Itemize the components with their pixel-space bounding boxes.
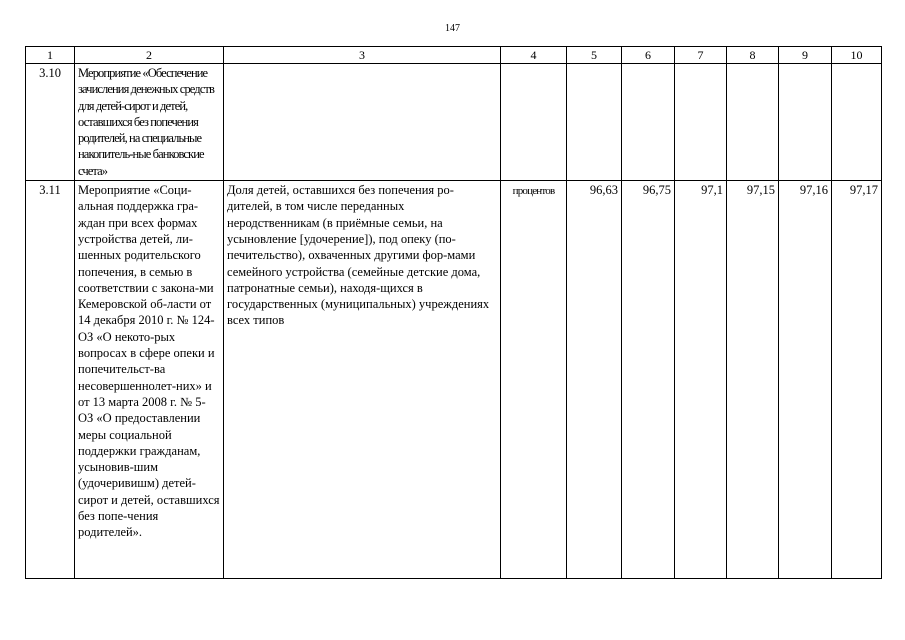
column-header: 7 — [675, 47, 727, 64]
column-header: 1 — [26, 47, 75, 64]
event-cell: Мероприятие «Обеспечение зачисления денежных средств для детей-сирот и детей, оставшихся без попечения родителей, на специальные накопитель-ные банковские счета» — [75, 64, 224, 181]
value-cell: 97,15 — [727, 181, 779, 579]
value-cell: 96,75 — [622, 181, 675, 579]
value-cell: 97,16 — [779, 181, 832, 579]
measures-table — [25, 46, 882, 579]
column-header: 6 — [622, 47, 675, 64]
unit-cell — [501, 181, 567, 579]
column-header: 9 — [779, 47, 832, 64]
header-row — [26, 47, 882, 64]
value-cell — [779, 64, 832, 181]
unit-text: процентов — [512, 185, 555, 198]
value-cell — [675, 64, 727, 181]
value-cell — [727, 64, 779, 181]
value-cell: 97,17 — [832, 181, 882, 579]
value-cell — [832, 64, 882, 181]
indicator-cell — [224, 64, 501, 181]
event-cell: Мероприятие «Соци-альная поддержка гра-ждан при всех формах устройства детей, ли-шенных родительского попечения, в семью в соответствии с закона-ми Кемеровской об-ласти от 14 декабря 2010 г. № 124-ОЗ «О некото-рых вопросах в сфере опеки и попечительст-ва несовершеннолет-них» и от 13 марта 2008 г. № 5-ОЗ «О предоставлении меры социальной поддержки гражданам, усыновив-шим (удочеривишм) детей-сирот и детей, оставшихся без попе-чения родителей». — [75, 181, 224, 579]
column-header: 3 — [224, 47, 501, 64]
column-header: 10 — [832, 47, 882, 64]
table-row — [26, 181, 882, 579]
value-cell — [567, 64, 622, 181]
table-row — [26, 64, 882, 181]
row-number: 3.10 — [26, 64, 75, 181]
column-header: 5 — [567, 47, 622, 64]
indicator-cell: Доля детей, оставшихся без попечения ро-дителей, в том числе переданных неродственникам (в приёмные семьи, на усыновление [удочерение]), под опеку (по-печительство), охваченных другими фор-мами семейного устройства (семейные детские дома, патронатные семьи), находя-щихся в государственных (муниципальных) учреждениях всех типов — [224, 181, 501, 579]
column-header: 2 — [75, 47, 224, 64]
column-header: 4 — [501, 47, 567, 64]
value-cell: 97,1 — [675, 181, 727, 579]
unit-cell — [501, 64, 567, 181]
value-cell — [622, 64, 675, 181]
column-header: 8 — [727, 47, 779, 64]
page-number: 147 — [445, 23, 460, 34]
value-cell: 96,63 — [567, 181, 622, 579]
row-number: 3.11 — [26, 181, 75, 579]
